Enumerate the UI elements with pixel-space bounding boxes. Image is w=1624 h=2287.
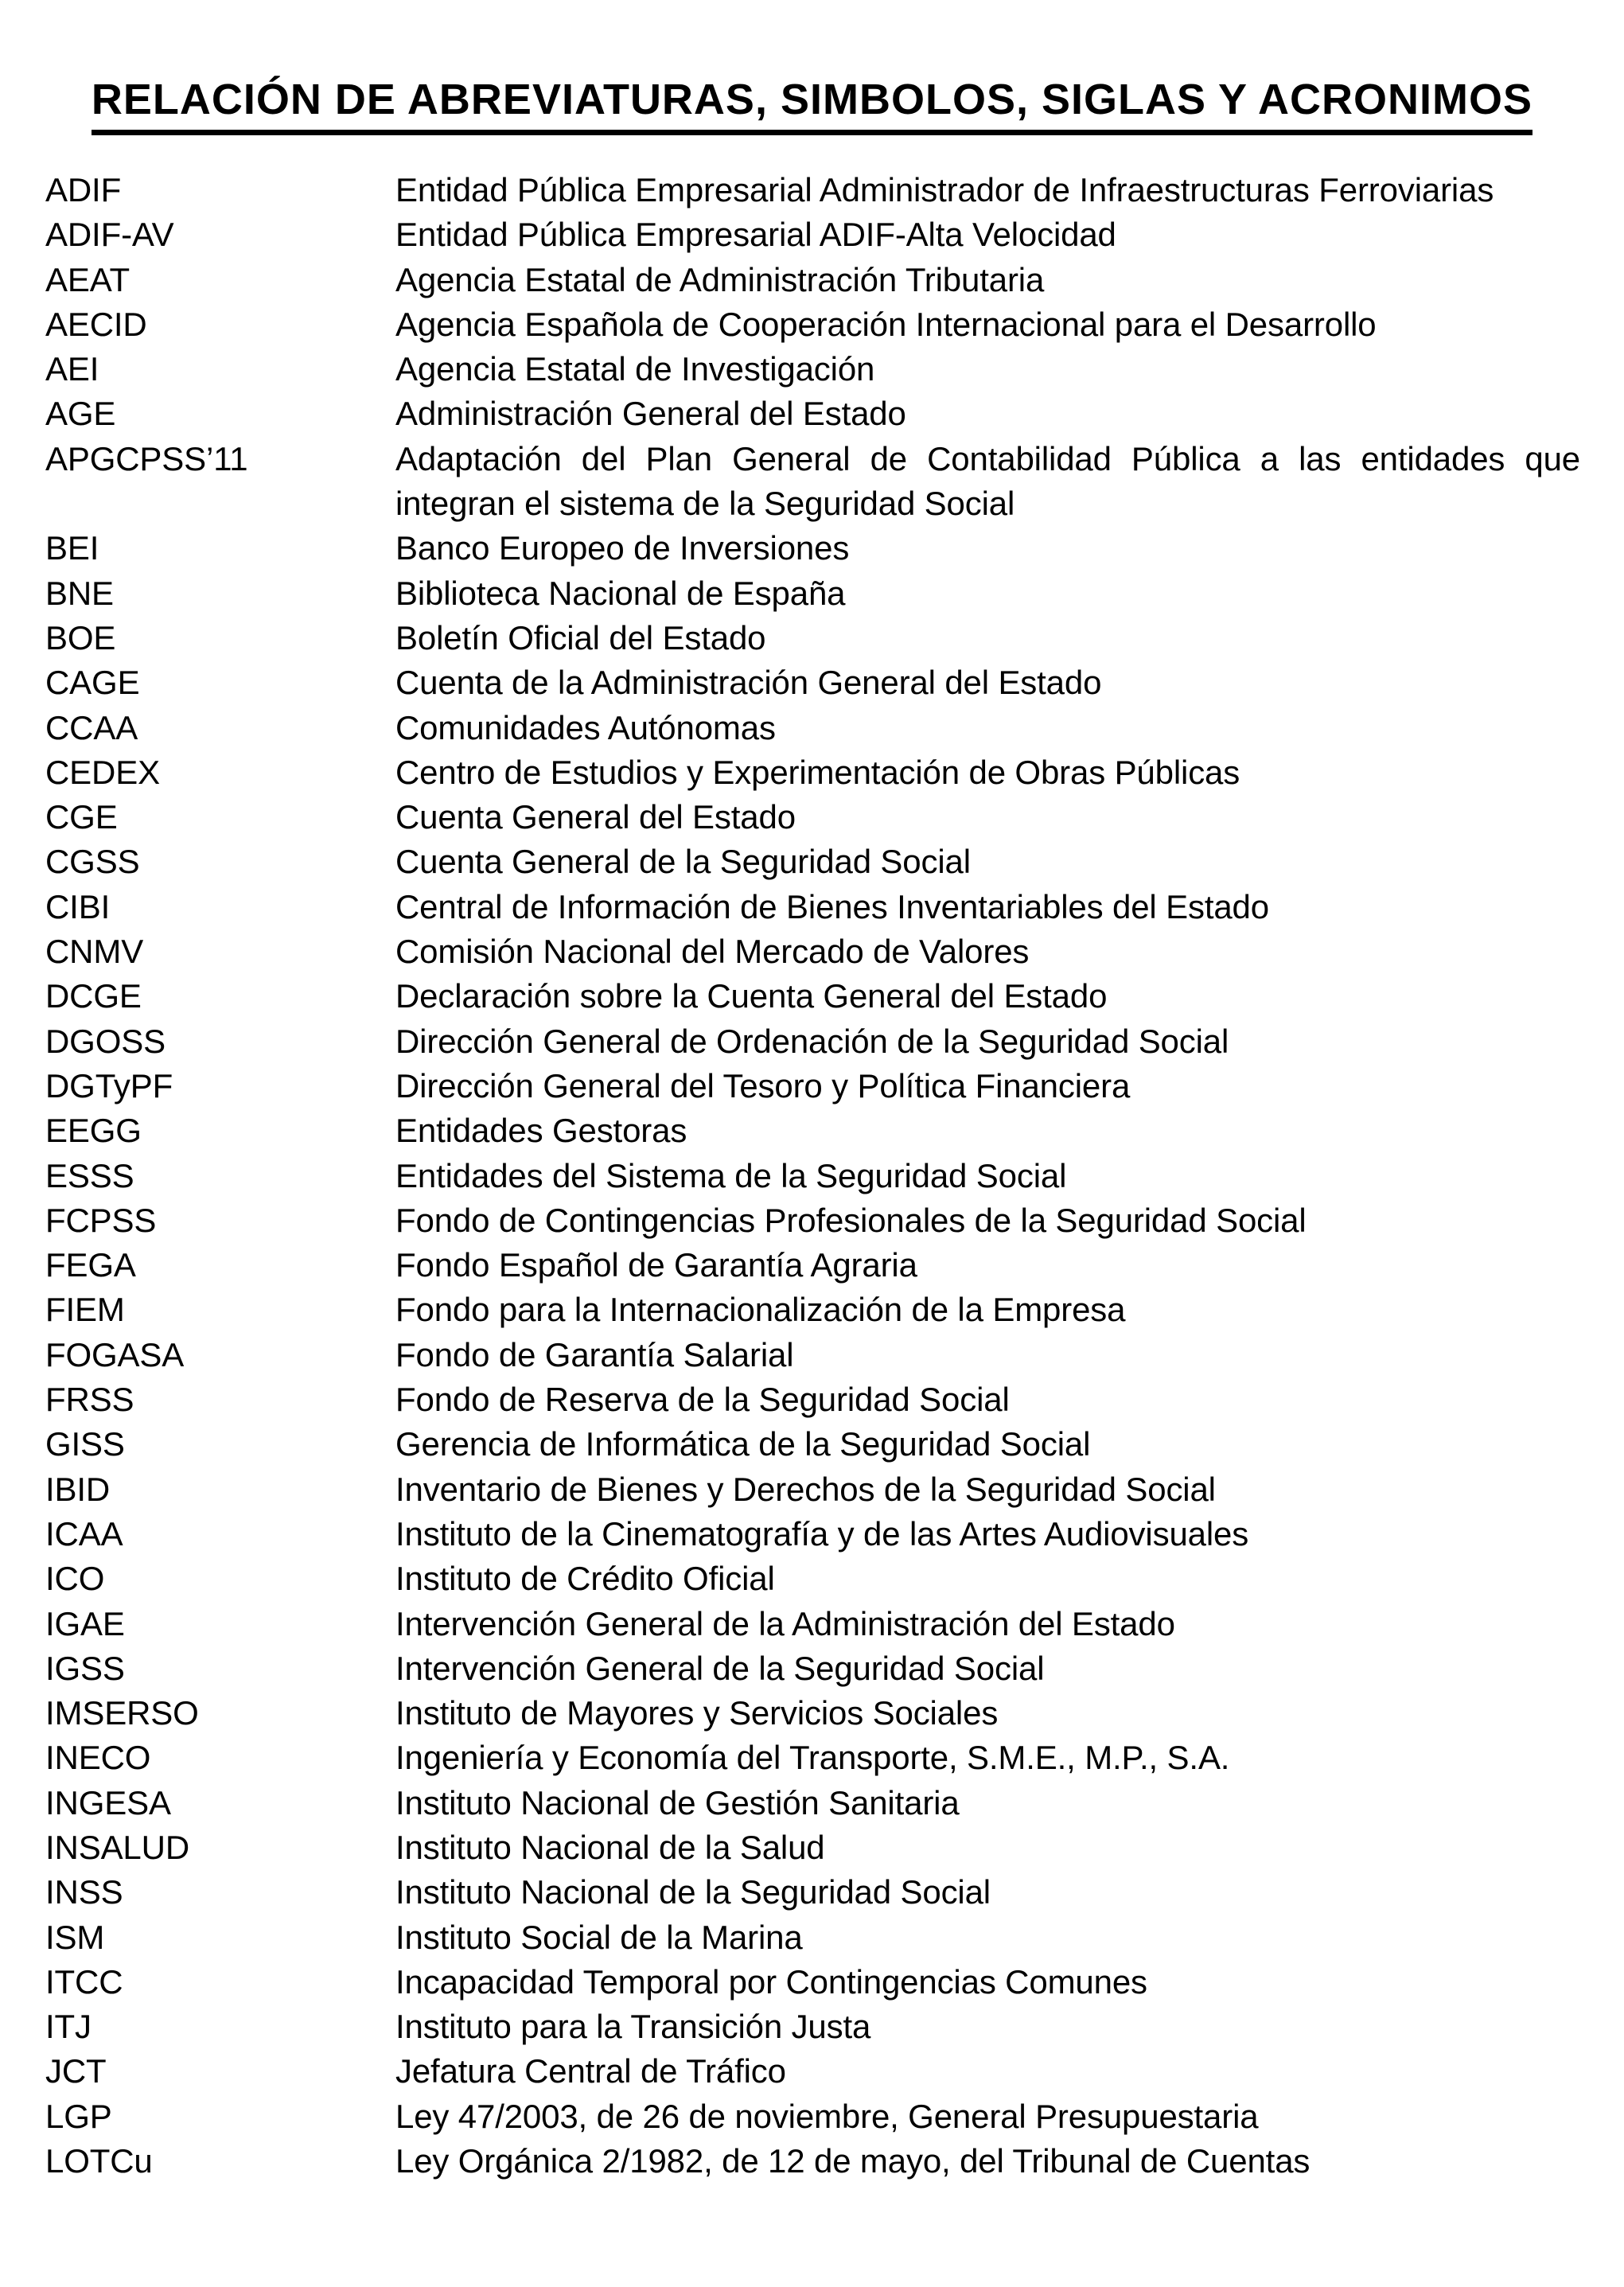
list-item [45,1198,1580,1243]
list-item [45,1243,1580,1288]
abbr-term: CEDEX [45,753,160,791]
list-item [45,750,1580,795]
abbr-term: AGE [45,395,116,433]
abbr-definition: Banco Europeo de Inversiones [395,529,850,567]
abbr-term: FCPSS [45,1201,157,1239]
abbr-definition: Adaptación del Plan General de Contabilidad Pública a las entidades que integran el sistema de la Seguridad Social [395,439,1580,523]
abbr-definition: Comisión Nacional del Mercado de Valores [395,933,1030,971]
abbr-definition: Gerencia de Informática de la Seguridad Social [395,1425,1091,1463]
list-item [45,1108,1580,1153]
abbr-term: EEGG [45,1112,142,1150]
list-item [45,1825,1580,1870]
list-item [45,347,1580,392]
abbr-term: CGSS [45,843,140,881]
abbr-definition: Agencia Estatal de Administración Tributaria [395,260,1045,298]
list-item [45,840,1580,884]
abbr-term: IGAE [45,1604,125,1642]
abbr-term: IGSS [45,1649,125,1687]
abbr-term: AEAT [45,260,130,298]
abbr-definition: Fondo de Contingencias Profesionales de la Seguridad Social [395,1201,1307,1239]
list-item [45,526,1580,571]
list-item [45,1781,1580,1825]
list-item [45,1915,1580,1960]
list-item [45,2139,1580,2184]
list-item [45,660,1580,705]
abbr-definition: Entidades del Sistema de la Seguridad Social [395,1156,1067,1194]
list-item [45,1512,1580,1556]
abbr-term: GISS [45,1425,125,1463]
list-item [45,1691,1580,1736]
abbr-term: INSALUD [45,1828,189,1866]
abbr-definition: Central de Información de Bienes Inventariables del Estado [395,887,1269,925]
abbr-term: ICAA [45,1514,123,1553]
title-wrap [0,78,1624,135]
abbr-term: ITJ [45,2008,92,2046]
abbr-term: BNE [45,574,114,612]
list-item [45,706,1580,750]
abbr-definition: Agencia Española de Cooperación Internacional para el Desarrollo [395,305,1377,343]
abbr-term: FEGA [45,1246,136,1284]
abbr-term: INSS [45,1873,123,1911]
list-item [45,616,1580,660]
abbr-definition: Instituto Social de la Marina [395,1918,803,1956]
list-item [45,2005,1580,2049]
abbr-term: INECO [45,1739,151,1777]
list-item [45,1422,1580,1467]
abbr-definition: Agencia Estatal de Investigación [395,350,875,388]
list-item [45,929,1580,974]
list-item [45,392,1580,436]
abbr-term: JCT [45,2052,107,2090]
list-item [45,1467,1580,1512]
list-item [45,1736,1580,1780]
abbr-term: IBID [45,1470,111,1508]
abbr-definition: Instituto para la Transición Justa [395,2008,871,2046]
abbr-definition: Cuenta General del Estado [395,798,796,836]
abbr-definition: Instituto Nacional de Gestión Sanitaria [395,1783,960,1821]
list-item [45,795,1580,840]
abbr-definition: Ley Orgánica 2/1982, de 12 de mayo, del Tribunal de Cuentas [395,2142,1310,2180]
list-item [45,1019,1580,1064]
list-item [45,1154,1580,1198]
abbr-term: CIBI [45,887,111,925]
abbr-definition: Boletín Oficial del Estado [395,618,766,656]
abbr-definition: Entidades Gestoras [395,1112,687,1150]
list-item [45,1602,1580,1646]
list-item [45,1288,1580,1332]
abbr-term: AEI [45,350,99,388]
abbr-definition: Fondo de Garantía Salarial [395,1335,794,1373]
abbr-term: DCGE [45,977,142,1015]
abbr-definition: Intervención General de la Seguridad Social [395,1649,1045,1687]
abbr-term: ISM [45,1918,105,1956]
abbr-term: ITCC [45,1962,123,2001]
abbr-definition: Entidad Pública Empresarial Administrador de Infraestructuras Ferroviarias [395,171,1494,208]
list-item [45,1556,1580,1601]
abbr-definition: Instituto Nacional de la Salud [395,1828,825,1866]
abbr-definition: Inventario de Bienes y Derechos de la Seguridad Social [395,1470,1216,1508]
list-item [45,1064,1580,1108]
abbr-term: ADIF [45,171,122,208]
abbr-term: INGESA [45,1783,171,1821]
page-title: RELACIÓN DE ABREVIATURAS, SIMBOLOS, SIGLAS Y ACRONIMOS [92,78,1532,135]
abbr-definition: Fondo Español de Garantía Agraria [395,1246,917,1284]
abbr-definition: Fondo para la Internacionalización de la Empresa [395,1291,1126,1329]
abbr-definition: Ley 47/2003, de 26 de noviembre, General Presupuestaria [395,2097,1259,2135]
abbr-definition: Instituto de la Cinematografía y de las Artes Audiovisuales [395,1514,1249,1553]
abbr-term: CGE [45,798,118,836]
abbr-term: FOGASA [45,1335,185,1373]
list-item [45,1870,1580,1915]
abbr-definition: Comunidades Autónomas [395,708,776,746]
abbr-definition: Ingeniería y Economía del Transporte, S.M.E., M.P., S.A. [395,1739,1230,1777]
abbr-definition: Intervención General de la Administración del Estado [395,1604,1175,1642]
abbr-term: DGTyPF [45,1066,173,1105]
abbr-term: LOTCu [45,2142,153,2180]
abbr-definition: Cuenta de la Administración General del Estado [395,664,1102,702]
abbr-definition: Dirección General de Ordenación de la Seguridad Social [395,1022,1229,1060]
abbr-term: LGP [45,2097,112,2135]
abbr-term: BEI [45,529,99,567]
document-page [0,78,1624,2287]
abbr-definition: Centro de Estudios y Experimentación de Obras Públicas [395,753,1240,791]
abbr-definition: Instituto de Crédito Oficial [395,1560,775,1598]
abbr-definition: Entidad Pública Empresarial ADIF-Alta Velocidad [395,216,1116,254]
abbr-term: FIEM [45,1291,125,1329]
abbr-term: ESSS [45,1156,134,1194]
list-item [45,2094,1580,2139]
abbr-definition: Instituto de Mayores y Servicios Sociales [395,1694,999,1732]
list-item [45,1960,1580,2005]
list-item [45,168,1580,212]
list-item [45,258,1580,302]
abbr-term: BOE [45,618,116,656]
list-item [45,1646,1580,1691]
abbr-definition: Cuenta General de la Seguridad Social [395,843,971,881]
abbr-definition: Administración General del Estado [395,395,906,433]
abbr-definition: Biblioteca Nacional de España [395,574,846,612]
abbr-definition: Fondo de Reserva de la Seguridad Social [395,1381,1010,1419]
abbr-definition: Jefatura Central de Tráfico [395,2052,786,2090]
abbr-term: APGCPSS’11 [45,439,248,477]
abbr-definition: Instituto Nacional de la Seguridad Social [395,1873,991,1911]
abbr-definition: Dirección General del Tesoro y Política Financiera [395,1066,1131,1105]
abbr-term: IMSERSO [45,1694,199,1732]
abbr-term: CNMV [45,933,144,971]
abbr-term: DGOSS [45,1022,166,1060]
abbr-definition: Incapacidad Temporal por Contingencias Comunes [395,1962,1147,2001]
list-item [45,1377,1580,1422]
abbr-term: FRSS [45,1381,134,1419]
list-item [45,437,1580,527]
abbr-definition: Declaración sobre la Cuenta General del Estado [395,977,1108,1015]
abbr-term: CAGE [45,664,140,702]
abbr-term: ICO [45,1560,105,1598]
abbr-term: CCAA [45,708,138,746]
abbr-term: AECID [45,305,147,343]
list-item [45,885,1580,929]
abbreviation-list [0,168,1624,2184]
list-item [45,571,1580,616]
abbr-term: ADIF-AV [45,216,174,254]
list-item [45,2049,1580,2094]
list-item [45,212,1580,257]
list-item [45,302,1580,347]
list-item [45,974,1580,1019]
list-item [45,1333,1580,1377]
